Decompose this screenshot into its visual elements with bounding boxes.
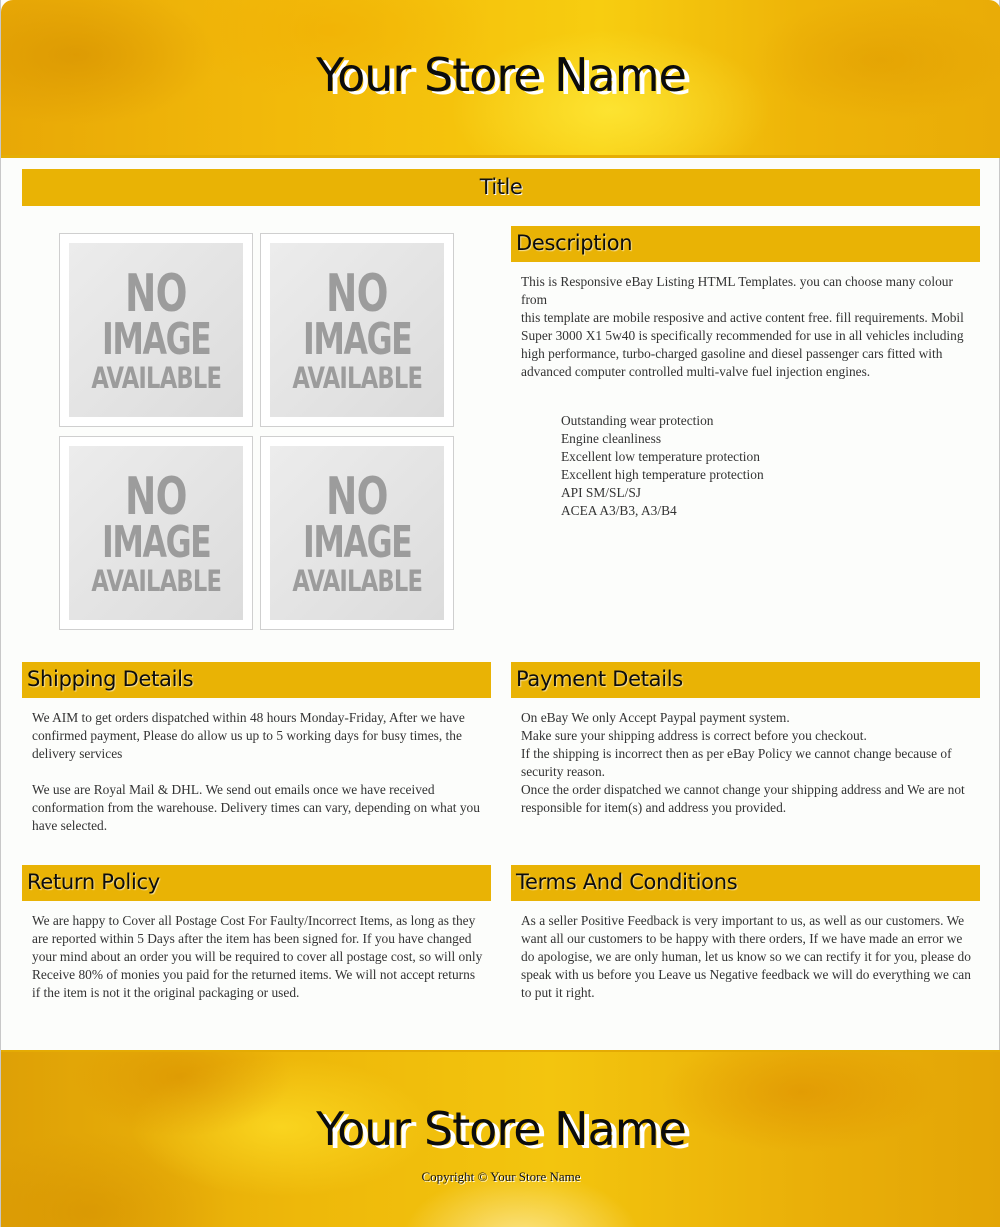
store-name-header: Your Store Name: [316, 48, 686, 102]
gallery-image-1[interactable]: [59, 233, 253, 427]
terms-heading: Terms And Conditions: [511, 865, 980, 901]
footer-banner: [1, 1050, 1000, 1227]
no-image-placeholder: NO IMAGE AVAILABLE: [270, 243, 444, 417]
listing-title: Title: [479, 175, 523, 199]
payment-text: On eBay We only Accept Paypal payment system. Make sure your shipping address is correct before you checkout. If the shipping is incorrect then as per eBay Policy we cannot change because of security reason. Once the order dispatched we cannot change your shipping address and We are not responsible for item(s) and address you provided.: [521, 710, 965, 815]
no-image-placeholder: NO IMAGE AVAILABLE: [69, 446, 243, 620]
no-image-placeholder: NO IMAGE AVAILABLE: [270, 446, 444, 620]
feature-item: ACEA A3/B3, A3/B4: [561, 503, 677, 518]
store-name-footer: Your Store Name: [316, 1102, 686, 1156]
feature-item: Excellent low temperature protection: [561, 449, 760, 464]
title-bar: [22, 169, 980, 206]
gallery-image-4[interactable]: [260, 436, 454, 630]
payment-heading: Payment Details: [511, 662, 980, 698]
feature-item: Engine cleanliness: [561, 431, 662, 446]
description-text: This is Responsive eBay Listing HTML Templates. you can choose many colour from this template are mobile resposive and active content free. fill requirements. Mobil Super 3000 X1 5w40 is specifically recommended for use in all vehicles including high performance, turbo-charged gasoline and diesel passenger cars fitted with advanced computer controlled multi-valve fuel injection engines.: [521, 274, 964, 379]
no-image-placeholder: NO IMAGE AVAILABLE: [69, 243, 243, 417]
terms-text: As a seller Positive Feedback is very important to us, as well as our customers. We want all our customers to be happy with there orders, If we have made an error we do apologise, we are only human, let us know so we can rectify it for you, please do speak with us before you Leave us Negative feedback we will do everything we can to put it right.: [521, 913, 971, 1000]
returns-heading: Return Policy: [22, 865, 491, 901]
feature-list: [561, 412, 961, 520]
header-banner: [1, 0, 1000, 158]
shipping-text: We AIM to get orders dispatched within 48 hours Monday-Friday, After we have confirmed payment, Please do allow us up to 5 working days for busy times, the delivery services We use are Royal Mail & DHL. We send out emails once we have received conformation from the warehouse. Delivery times can vary, depending on what you have selected.: [32, 710, 480, 833]
feature-item: API SM/SL/SJ: [561, 485, 642, 500]
shipping-heading: Shipping Details: [22, 662, 491, 698]
gallery-image-3[interactable]: [59, 436, 253, 630]
description-heading: Description: [511, 226, 980, 262]
gallery-image-2[interactable]: [260, 233, 454, 427]
returns-text: We are happy to Cover all Postage Cost For Faulty/Incorrect Items, as long as they are reported within 5 Days after the item has been signed for. If you have changed your mind about an order you will be required to cover all postage cost, so will only Receive 80% of monies you paid for the returned items. We will not accept returns if the item is not it the original packaging or used.: [32, 913, 483, 1000]
feature-item: Outstanding wear protection: [561, 413, 714, 428]
feature-item: Excellent high temperature protection: [561, 467, 764, 482]
copyright-text: Copyright © Your Store Name: [421, 1169, 581, 1184]
